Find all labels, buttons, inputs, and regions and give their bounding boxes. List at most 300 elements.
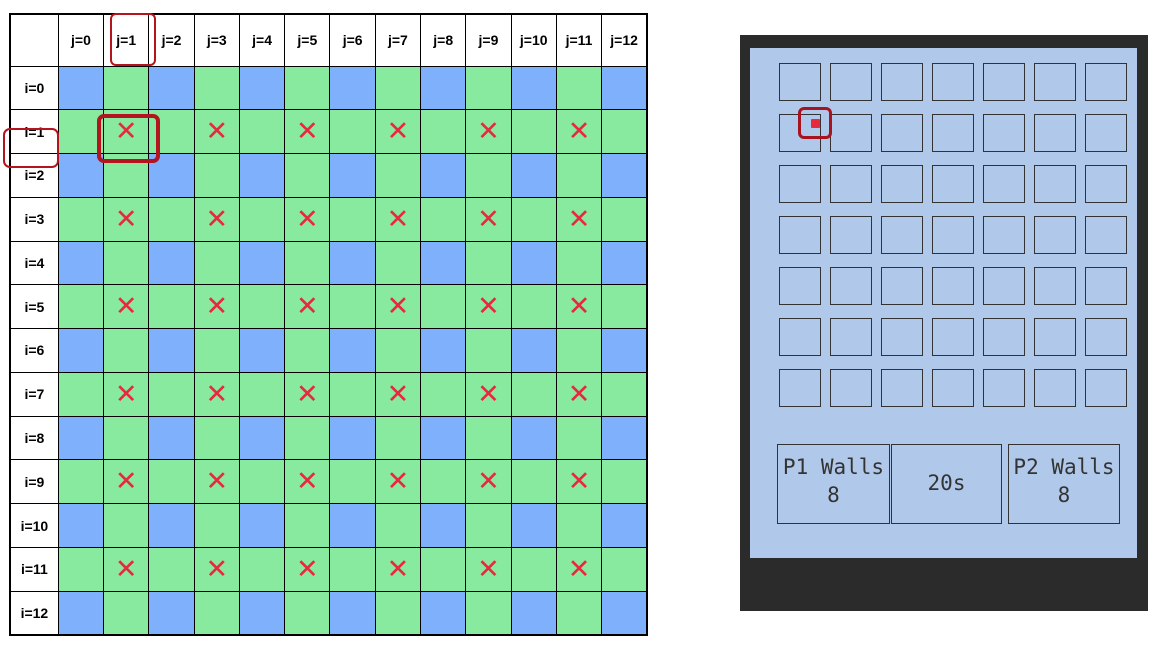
grid-row (10, 504, 647, 548)
cross-mark-icon: ✕ (386, 116, 410, 148)
col-header: j=2 (149, 14, 194, 66)
grid-cell (375, 197, 420, 241)
board-cell[interactable] (830, 63, 872, 101)
grid-cell (149, 154, 194, 198)
grid-cell (466, 591, 511, 635)
board-cell[interactable] (881, 369, 923, 407)
grid-cell (466, 547, 511, 591)
grid-cell (194, 547, 239, 591)
grid-row (10, 66, 647, 110)
grid-cell (194, 504, 239, 548)
grid-cell (104, 110, 149, 154)
board-cell[interactable] (830, 165, 872, 203)
grid-cell (375, 66, 420, 110)
grid-cell (104, 460, 149, 504)
board-cell[interactable] (830, 318, 872, 356)
board-cell[interactable] (1085, 267, 1127, 305)
grid-cell (466, 197, 511, 241)
grid-cell (104, 329, 149, 373)
cross-mark-icon: ✕ (205, 466, 229, 498)
grid-cell (330, 241, 375, 285)
grid-cell (58, 416, 103, 460)
grid-cell (285, 66, 330, 110)
row-header: i=9 (10, 460, 58, 504)
grid-cell (511, 547, 556, 591)
col-header: j=8 (421, 14, 466, 66)
cross-mark-icon: ✕ (567, 203, 591, 235)
board-cell[interactable] (881, 165, 923, 203)
p1-walls-label: P1 Walls (782, 455, 885, 479)
grid-cell (421, 154, 466, 198)
col-header: j=7 (375, 14, 420, 66)
board-cell[interactable] (779, 63, 821, 101)
grid-cell (511, 591, 556, 635)
grid-cell (330, 66, 375, 110)
grid-cell (239, 110, 284, 154)
board-cell[interactable] (830, 267, 872, 305)
grid-cell (602, 329, 647, 373)
board-cell[interactable] (881, 216, 923, 254)
grid-cell (511, 416, 556, 460)
grid-cell (556, 416, 601, 460)
grid-cell (285, 197, 330, 241)
grid-cell (239, 372, 284, 416)
grid-cell (466, 241, 511, 285)
grid-cell (466, 329, 511, 373)
cross-mark-icon: ✕ (205, 116, 229, 148)
grid-cell (104, 154, 149, 198)
row-header: i=1 (10, 110, 58, 154)
column-header-row (10, 14, 647, 66)
grid-cell (149, 197, 194, 241)
grid-cell (330, 372, 375, 416)
grid-cell (330, 329, 375, 373)
col-header: j=12 (602, 14, 647, 66)
row-header: i=3 (10, 197, 58, 241)
row-header: i=4 (10, 241, 58, 285)
grid-cell (239, 329, 284, 373)
board-cell[interactable] (983, 114, 1025, 152)
board-cell[interactable] (1085, 165, 1127, 203)
cross-mark-icon: ✕ (477, 116, 500, 148)
grid-cell (239, 66, 284, 110)
col-header: j=1 (104, 14, 149, 66)
grid-cell (58, 154, 103, 198)
grid-cell (194, 372, 239, 416)
board-cell[interactable] (1085, 369, 1127, 407)
grid-cell (104, 416, 149, 460)
grid-cell (285, 591, 330, 635)
board-cell[interactable] (779, 318, 821, 356)
cross-mark-icon: ✕ (114, 553, 138, 585)
board-cell[interactable] (881, 114, 923, 152)
timer-value: 20s (927, 471, 966, 495)
cross-mark-icon: ✕ (477, 466, 500, 498)
grid-cell (285, 547, 330, 591)
grid-row (10, 372, 647, 416)
p2-walls-label: P2 Walls (1013, 455, 1115, 479)
cross-mark-icon: ✕ (296, 291, 319, 323)
col-header: j=5 (285, 14, 330, 66)
col-header: j=9 (466, 14, 511, 66)
cross-mark-icon: ✕ (567, 466, 591, 498)
grid-cell (375, 416, 420, 460)
grid-cell (556, 460, 601, 504)
row-header: i=5 (10, 285, 58, 329)
grid-cell (58, 591, 103, 635)
grid-cell (239, 504, 284, 548)
grid-cell (421, 372, 466, 416)
grid-row (10, 460, 647, 504)
cross-mark-icon: ✕ (296, 378, 319, 410)
grid-cell (602, 241, 647, 285)
p2-walls-count: 8 (1057, 483, 1071, 507)
grid-row (10, 241, 647, 285)
grid-row (10, 416, 647, 460)
board-cell[interactable] (881, 63, 923, 101)
cross-mark-icon: ✕ (296, 466, 319, 498)
grid-cell (511, 154, 556, 198)
board-cell[interactable] (932, 369, 974, 407)
grid-cell (602, 547, 647, 591)
board-cell[interactable] (932, 114, 974, 152)
grid-cell (511, 197, 556, 241)
board-cell[interactable] (1034, 165, 1076, 203)
grid-cell (104, 547, 149, 591)
grid-cell (511, 110, 556, 154)
cross-mark-icon: ✕ (114, 203, 138, 235)
grid-cell (375, 504, 420, 548)
board-cell[interactable] (1034, 216, 1076, 254)
player-marker (811, 119, 820, 128)
grid-cell (58, 110, 103, 154)
grid-cell (285, 504, 330, 548)
board-cell[interactable] (830, 216, 872, 254)
cross-mark-icon: ✕ (386, 553, 410, 585)
cross-mark-icon: ✕ (205, 553, 229, 585)
grid-cell (421, 241, 466, 285)
grid-cell (194, 66, 239, 110)
col-header: j=0 (58, 14, 103, 66)
grid-row (10, 197, 647, 241)
grid-cell (58, 372, 103, 416)
grid-cell (104, 66, 149, 110)
grid-cell (239, 416, 284, 460)
grid-cell (375, 110, 420, 154)
grid-cell (375, 154, 420, 198)
row-header: i=8 (10, 416, 58, 460)
grid-cell (511, 241, 556, 285)
grid-cell (375, 329, 420, 373)
grid-cell (149, 504, 194, 548)
grid-cell (58, 547, 103, 591)
cross-mark-icon: ✕ (567, 291, 591, 323)
row-header: i=0 (10, 66, 58, 110)
grid-cell (602, 154, 647, 198)
grid-cell (330, 285, 375, 329)
grid-cell (330, 110, 375, 154)
board-cell[interactable] (983, 165, 1025, 203)
cross-mark-icon: ✕ (296, 553, 319, 585)
grid-cell (239, 154, 284, 198)
grid-cell (58, 329, 103, 373)
col-header: j=4 (239, 14, 284, 66)
grid-cell (285, 460, 330, 504)
grid-cell (104, 285, 149, 329)
grid-cell (58, 285, 103, 329)
cross-mark-icon: ✕ (296, 116, 319, 148)
cross-mark-icon: ✕ (386, 291, 410, 323)
row-header: i=10 (10, 504, 58, 548)
cross-mark-icon: ✕ (296, 203, 319, 235)
grid-cell (421, 416, 466, 460)
cross-mark-icon: ✕ (114, 116, 138, 148)
grid-cell (104, 241, 149, 285)
grid-cell (556, 504, 601, 548)
grid-cell (556, 547, 601, 591)
board-cell[interactable] (932, 267, 974, 305)
board-cell[interactable] (779, 267, 821, 305)
p2-walls-panel (1008, 444, 1120, 524)
board-cell[interactable] (1085, 318, 1127, 356)
board-cell[interactable] (830, 369, 872, 407)
grid-cell (511, 372, 556, 416)
grid-cell (58, 504, 103, 548)
grid-cell (194, 591, 239, 635)
grid-cell (602, 110, 647, 154)
grid-cell (466, 504, 511, 548)
grid-cell (239, 241, 284, 285)
grid-cell (194, 154, 239, 198)
grid-cell (239, 285, 284, 329)
grid-cell (149, 460, 194, 504)
board-cell[interactable] (1034, 369, 1076, 407)
grid-cell (421, 285, 466, 329)
grid-cell (58, 197, 103, 241)
grid-cell (466, 110, 511, 154)
grid-cell (149, 285, 194, 329)
grid-cell (421, 66, 466, 110)
grid-cell (602, 416, 647, 460)
cross-mark-icon: ✕ (386, 466, 410, 498)
grid-cell (466, 460, 511, 504)
grid-cell (194, 329, 239, 373)
board-cell[interactable] (1034, 63, 1076, 101)
grid-cell (58, 241, 103, 285)
cross-mark-icon: ✕ (477, 203, 500, 235)
grid-cell (421, 504, 466, 548)
grid-row (10, 154, 647, 198)
grid-cell (104, 591, 149, 635)
cross-mark-icon: ✕ (205, 291, 229, 323)
grid-row (10, 285, 647, 329)
grid-cell (556, 285, 601, 329)
board-cell[interactable] (983, 63, 1025, 101)
grid-cell (375, 241, 420, 285)
grid-cell (602, 372, 647, 416)
grid-cell (421, 329, 466, 373)
col-header: j=10 (511, 14, 556, 66)
grid-cell (602, 66, 647, 110)
grid-cell (330, 547, 375, 591)
grid-cell (58, 460, 103, 504)
grid-cell (375, 372, 420, 416)
grid-cell (194, 416, 239, 460)
board-cell[interactable] (983, 369, 1025, 407)
board-cell[interactable] (779, 216, 821, 254)
board-cell[interactable] (1085, 114, 1127, 152)
cross-mark-icon: ✕ (567, 116, 591, 148)
board-cell[interactable] (830, 114, 872, 152)
grid-cell (330, 591, 375, 635)
grid-cell (239, 460, 284, 504)
cross-mark-icon: ✕ (477, 553, 500, 585)
board-cell[interactable] (932, 165, 974, 203)
cross-mark-icon: ✕ (114, 466, 138, 498)
grid-cell (421, 591, 466, 635)
grid-cell (511, 329, 556, 373)
grid-cell (466, 372, 511, 416)
board-cell[interactable] (881, 318, 923, 356)
grid-row (10, 329, 647, 373)
p1-walls-panel (777, 444, 890, 524)
row-header: i=11 (10, 547, 58, 591)
grid-cell (556, 154, 601, 198)
grid-cell (421, 460, 466, 504)
board-cell[interactable] (983, 267, 1025, 305)
grid-cell (330, 154, 375, 198)
row-header: i=12 (10, 591, 58, 635)
corner-cell (10, 14, 58, 66)
p1-walls-count: 8 (827, 483, 840, 507)
cross-mark-icon: ✕ (567, 378, 591, 410)
grid-cell (466, 285, 511, 329)
board-cell[interactable] (1085, 63, 1127, 101)
grid-cell (285, 285, 330, 329)
grid-row (10, 110, 647, 154)
grid-cell (375, 285, 420, 329)
grid-cell (330, 504, 375, 548)
grid-cell (285, 241, 330, 285)
grid-cell (511, 285, 556, 329)
grid-cell (421, 197, 466, 241)
grid-cell (602, 504, 647, 548)
grid-cell (466, 416, 511, 460)
grid-cell (556, 110, 601, 154)
grid-cell (421, 547, 466, 591)
board-cell[interactable] (881, 267, 923, 305)
board-cell[interactable] (1034, 267, 1076, 305)
grid-cell (239, 547, 284, 591)
grid-cell (149, 329, 194, 373)
row-header: i=7 (10, 372, 58, 416)
grid-cell (194, 241, 239, 285)
grid-cell (330, 197, 375, 241)
board-cell[interactable] (932, 63, 974, 101)
board-cell[interactable] (983, 318, 1025, 356)
col-header: j=3 (194, 14, 239, 66)
board-cell[interactable] (932, 318, 974, 356)
coordinate-grid-diagram (9, 13, 648, 636)
grid-cell (149, 416, 194, 460)
grid-cell (285, 110, 330, 154)
grid-cell (602, 460, 647, 504)
game-screen (750, 48, 1137, 558)
col-header: j=11 (556, 14, 601, 66)
grid-cell (149, 66, 194, 110)
grid-cell (375, 460, 420, 504)
grid-cell (194, 110, 239, 154)
grid-cell (556, 591, 601, 635)
grid-cell (149, 110, 194, 154)
cross-mark-icon: ✕ (477, 378, 500, 410)
grid-cell (330, 460, 375, 504)
grid-cell (511, 460, 556, 504)
grid-cell (149, 372, 194, 416)
grid-cell (285, 154, 330, 198)
grid-cell (194, 460, 239, 504)
grid-cell (285, 329, 330, 373)
grid-cell (466, 154, 511, 198)
board-cell[interactable] (779, 165, 821, 203)
board-cell[interactable] (1085, 216, 1127, 254)
grid-cell (285, 416, 330, 460)
grid-cell (556, 197, 601, 241)
grid-cell (511, 504, 556, 548)
grid-cell (511, 66, 556, 110)
grid-cell (375, 591, 420, 635)
cross-mark-icon: ✕ (114, 291, 138, 323)
grid-row (10, 547, 647, 591)
grid-cell (149, 547, 194, 591)
cross-mark-icon: ✕ (205, 378, 229, 410)
grid-cell (149, 241, 194, 285)
grid-cell (375, 547, 420, 591)
timer-panel (891, 444, 1002, 524)
row-header: i=6 (10, 329, 58, 373)
board-cell[interactable] (779, 369, 821, 407)
board-cell[interactable] (932, 216, 974, 254)
grid-cell (149, 591, 194, 635)
grid-cell (285, 372, 330, 416)
grid-cell (239, 197, 284, 241)
coordinate-grid (9, 13, 648, 636)
grid-cell (602, 197, 647, 241)
col-header: j=6 (330, 14, 375, 66)
grid-cell (330, 416, 375, 460)
grid-cell (104, 197, 149, 241)
grid-cell (556, 329, 601, 373)
cross-mark-icon: ✕ (386, 378, 410, 410)
grid-cell (556, 241, 601, 285)
cross-mark-icon: ✕ (477, 291, 500, 323)
grid-cell (556, 372, 601, 416)
board-cell[interactable] (1034, 318, 1076, 356)
grid-cell (104, 372, 149, 416)
grid-cell (58, 66, 103, 110)
grid-cell (239, 591, 284, 635)
board-cell[interactable] (983, 216, 1025, 254)
grid-cell (466, 66, 511, 110)
grid-row (10, 591, 647, 635)
grid-cell (421, 110, 466, 154)
cross-mark-icon: ✕ (205, 203, 229, 235)
cross-mark-icon: ✕ (114, 378, 138, 410)
board-cell[interactable] (1034, 114, 1076, 152)
grid-cell (104, 504, 149, 548)
grid-cell (602, 591, 647, 635)
grid-cell (602, 285, 647, 329)
